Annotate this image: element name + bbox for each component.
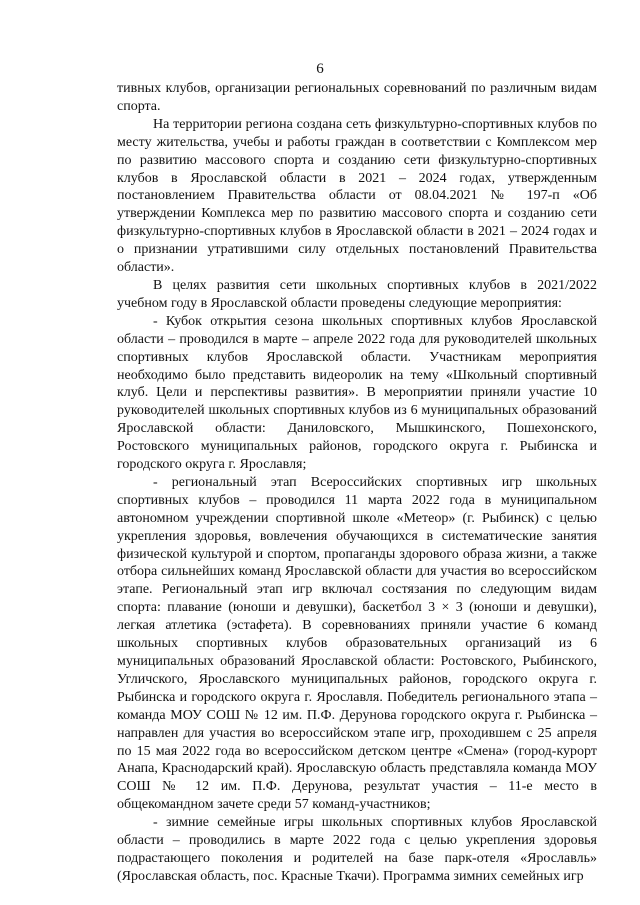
paragraph-school-clubs-intro: В целях развития сети школьных спортивных клубов в 2021/2022 учебном году в Ярославской области проведены следующие мероприятия: (117, 277, 597, 311)
document-body (117, 80, 597, 886)
paragraph-opening-cup: - Кубок открытия сезона школьных спортивных клубов Ярославской области – проводился в марте – апреле 2022 года для руководителей школьных спортивных клубов Ярославской области. Участникам мероприятия необходимо было представить видеоролик на тему «Школьный спортивный клуб. Цели и перспективы развития». В мероприятии приняли участие 10 руководителей школьных спортивных клубов из 6 муниципальных образований Ярославской области: Даниловского, Мышкинского, Пошехонского, Ростовского муниципальных районов, городского округа г. Рыбинска и городского округа г. Ярославля; (117, 313, 597, 473)
paragraph-sports-clubs-network: На территории региона создана сеть физкультурно-спортивных клубов по месту жительства, учебы и работы граждан в соответствии с Комплексом мер по развитию массового спорта и созданию сети физкультурно-спортивных клубов в Ярославской области в 2021 – 2024 годах, утвержденным постановлением Правительства области от 08.04.2021 № 197-п «Об утверждении Комплекса мер по развитию массового спорта и созданию сети физкультурно-спортивных клубов в Ярославской области в 2021 – 2024 годах и о признании утратившими силу отдельных постановлений Правительства области». (117, 116, 597, 276)
paragraph-regional-stage: - региональный этап Всероссийских спортивных игр школьных спортивных клубов – проводился 11 марта 2022 года в муниципальном автономном учреждении спортивной школе «Метеор» (г. Рыбинск) с целью укрепления здоровья, вовлечения обучающихся в систематические занятия физической культурой и спортом, пропаганды здорового образа жизни, а также отбора сильнейших команд Ярославской области для участия во всероссийском этапе. Региональный этап игр включал состязания по следующим видам спорта: плавание (юноши и девушки), баскетбол 3 × 3 (юноши и девушки), легкая атлетика (эстафета). В соревнованиях приняли участие 6 команд школьных спортивных клубов образовательных организаций из 6 муниципальных образований Ярославской области: Ростовского, Рыбинского, Угличского, Ярославского муниципальных районов, городского округа г. Рыбинска и городского округа г. Ярославля. Победитель регионального этапа – команда МОУ СОШ № 12 им. П.Ф. Дерунова городского округа г. Рыбинска – направлен для участия во всероссийском этапе игр, проходившем с 25 апреля по 15 мая 2022 года во всероссийском детском центре «Смена» (город-курорт Анапа, Краснодарский край). Ярославскую область представляла команда МОУ СОШ № 12 им. П.Ф. Дерунова, результат участия – 11-е место в общекомандном зачете среди 57 команд-участников; (117, 474, 597, 813)
paragraph-continuation: тивных клубов, организации региональных соревнований по различным видам спорта. (117, 81, 597, 114)
paragraph-winter-family-games: - зимние семейные игры школьных спортивных клубов Ярославской области – проводились в марте 2022 года с целью укрепления здоровья подрастающего поколения и родителей на базе парк-отеля «Ярославль» (Ярославская область, пос. Красные Ткачи). Программа зимних семейных игр (117, 815, 597, 884)
page-number: 6 (316, 61, 324, 77)
